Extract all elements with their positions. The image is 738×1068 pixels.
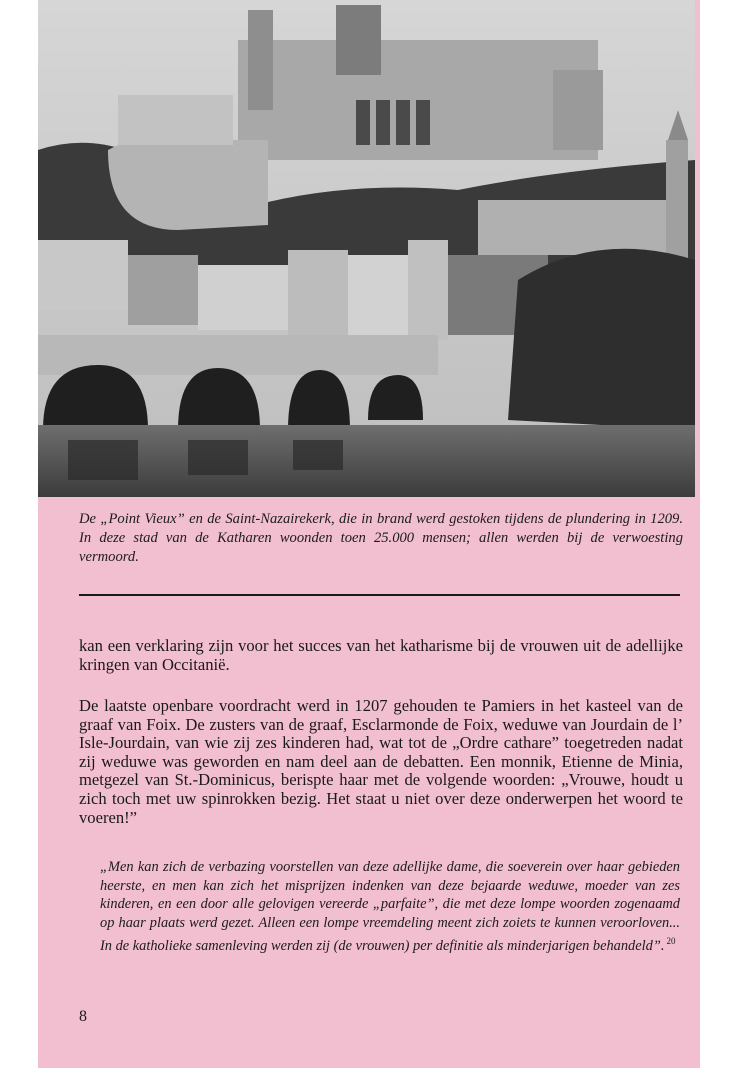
body-paragraph-2: De laatste openbare voordracht werd in 1207 gehouden te Pamiers in het kasteel van de graaf van Foix. De zusters van de graaf, Esclarmonde de Foix, weduwe van Jourdain de l’ Isle-Jourdain, van wie zij zes kinderen had, wat tot de „Ordre cathare” toegetreden nadat zij weduwe was geworden en nam deel aan de debatten. Een monnik, Etienne de Minia, metgezel van St.-Dominicus, berispte haar met de volgende woorden: „Vrouwe, houdt u zich toch met uw spinrokken bezig. Het staat u niet over deze onderwerpen het woord te voeren!” bbox=[79, 696, 683, 827]
divider-line bbox=[79, 594, 680, 596]
photo-image bbox=[38, 0, 695, 497]
body-paragraph-1: kan een verklaring zijn voor het succes van het katharisme bij de vrouwen uit de adellijke kringen van Occitanië. bbox=[79, 636, 683, 674]
footnote-marker: 20 bbox=[666, 936, 676, 946]
photo-bridge-cathedral bbox=[38, 0, 695, 497]
page-number: 8 bbox=[79, 1008, 87, 1025]
block-quote bbox=[100, 858, 680, 955]
quote-text: „Men kan zich de verbazing voorstellen van deze adellijke dame, die soeverein over haar gebieden heerste, en men kan zich het misprijzen indenken van deze bejaarde weduwe, moeder van zes kinderen, en een door alle gelovigen vereerde „parfaite”, die met deze lompe woorden zogenaamd op haar plaats werd gezet. Alleen een lompe vreemdeling meent zich zoiets te kunnen veroorloven... In de katholieke samenleving werden zij (de vrouwen) per definitie als minderjarigen behandeld”. bbox=[100, 859, 680, 954]
photo-caption: De „Point Vieux” en de Saint-Nazairekerk, die in brand werd gestoken tijdens de plundering in 1209. In deze stad van de Katharen woonden toen 25.000 mensen; allen werden bij de verwoesting vermoord. bbox=[79, 511, 683, 565]
